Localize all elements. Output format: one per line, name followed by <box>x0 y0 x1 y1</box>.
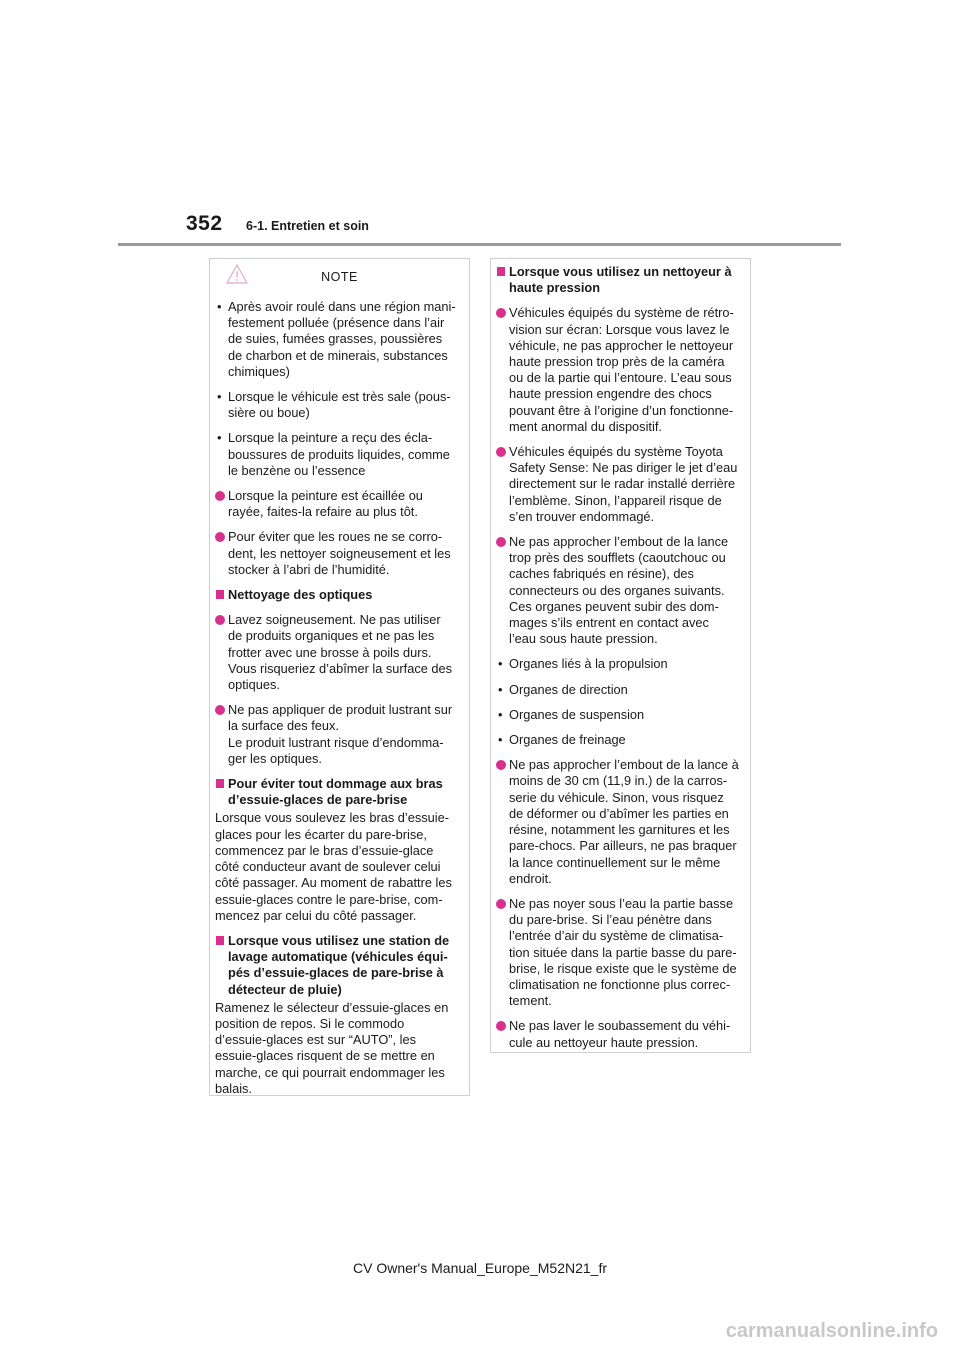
bullet-square-icon <box>216 936 224 945</box>
list-item <box>496 305 740 435</box>
item-text: Ne pas approcher l’embout de la lance trop près des soufflets (caoutchouc ou caches fabriqués en résine), des connecteurs ou des organes suivants. Ces organes peuvent subir des dom- mages s’ils entrent en contact avec l’eau sous haute pression. <box>509 534 729 647</box>
subheading <box>496 264 740 296</box>
list-item <box>215 488 459 520</box>
subheading <box>215 933 459 998</box>
item-text: Ne pas noyer sous l’eau la partie basse du pare-brise. Si l’eau pénètre dans l’entrée d’air du système de climatisa- tion située dans la partie basse du pare- brise, le risque existe que le système de climatisation ne fonctionne plus correc- tement. <box>509 895 737 1009</box>
item-text: Lorsque vous utilisez un nettoyeur à haute pression <box>509 264 732 296</box>
bullet-circle-icon <box>496 537 506 547</box>
note-label: NOTE <box>321 270 358 284</box>
item-text: Pour éviter que les roues ne se corro- dent, les nettoyer soigneusement et les stocker à l’abri de l’humidité. <box>228 529 451 577</box>
list-item <box>215 299 459 380</box>
item-text: Véhicules équipés du système Toyota Safety Sense: Ne pas diriger le jet d’eau directement sur le radar installé derrière l’emblème. Sinon, l’appareil risque de s’en trouver endommagé. <box>509 444 738 524</box>
item-text: Organes liés à la propulsion <box>509 656 668 672</box>
item-text: Ne pas approcher l’embout de la lance à moins de 30 cm (11,9 in.) de la carros- serie du véhicule. Sinon, vous risquez de déformer ou d’abîmer les parties en résine, notamment les garnitures et les pare-chocs. Par ailleurs, ne pas braquer la lance continuellement sur le même endroit. <box>509 757 739 886</box>
item-text: Lorsque la peinture est écaillée ou rayée, faites-la refaire au plus tôt. <box>228 488 423 520</box>
list-item <box>496 534 740 647</box>
bullet-square-icon <box>216 590 224 599</box>
watermark: carmanualsonline.info <box>725 1320 938 1342</box>
item-text: Ne pas laver le soubassement du véhi- cule au nettoyeur haute pression. <box>509 1018 731 1050</box>
bullet-dot-icon: • <box>498 706 503 722</box>
note-header <box>210 264 469 288</box>
subheading <box>215 587 459 603</box>
bullet-dot-icon: • <box>217 430 222 446</box>
item-text: Organes de direction <box>509 681 628 697</box>
bullet-circle-icon <box>496 447 506 457</box>
high-pressure-content <box>496 264 740 1051</box>
list-item <box>496 682 740 698</box>
item-text: Lorsque la peinture a reçu des écla- boussures de produits liquides, comme le benzène ou l’essence <box>228 430 450 478</box>
item-text: Véhicules équipés du système de rétro- vision sur écran: Lorsque vous lavez le véhicule, ne pas approcher le nettoyeur haute pression trop près de la caméra ou de la partie qui l’entoure. L’eau sous haute pression engendre des chocs pouvant être à l’origine d’un fonctionne- ment anormal du dispositif. <box>509 305 734 434</box>
list-item <box>215 389 459 421</box>
list-item <box>496 444 740 525</box>
list-item <box>496 656 740 672</box>
list-item <box>215 430 459 479</box>
bullet-square-icon <box>497 267 505 276</box>
list-item <box>496 1018 740 1050</box>
bullet-dot-icon: • <box>217 389 222 405</box>
item-text: Pour éviter tout dommage aux bras d’essuie-glaces de pare-brise <box>228 776 443 808</box>
footer-manual-id: CV Owner's Manual_Europe_M52N21_fr <box>352 1260 608 1276</box>
list-item <box>496 732 740 748</box>
list-item <box>215 612 459 693</box>
item-text: Ne pas appliquer de produit lustrant sur la surface des feux. Le produit lustrant risque d’endomma- ger les optiques. <box>228 702 453 766</box>
item-text: Lorsque vous utilisez une station de lavage automatique (véhicules équi- pés d’essuie-glaces de pare-brise à détecteur de pluie) <box>228 932 450 997</box>
paragraph: Lorsque vous soulevez les bras d’essuie- glaces pour les écarter du pare-brise, commencez par le bras d’essuie-glace côté conducteur avant de soulever celui côté passager. Au moment de rabattre les essuie-glaces contre le pare-brise, com- mencez par celui du côté passager. <box>215 810 452 923</box>
item-text: Organes de suspension <box>509 706 645 722</box>
page-number: 352 <box>186 212 223 235</box>
bullet-dot-icon: • <box>498 681 503 697</box>
list-item <box>496 896 740 1009</box>
list-item <box>215 529 459 578</box>
list-item <box>215 702 459 767</box>
bullet-circle-icon <box>215 491 225 501</box>
section-title: 6-1. Entretien et soin <box>246 219 369 233</box>
list-item <box>496 757 740 887</box>
note-content <box>215 299 459 1097</box>
item-text: Lavez soigneusement. Ne pas utiliser de produits organiques et ne pas les frotter avec une brosse à poils durs. Vous risqueriez d’abîmer la surface des optiques. <box>228 612 453 693</box>
bullet-dot-icon: • <box>498 656 503 672</box>
paragraph: Ramenez le sélecteur d’essuie-glaces en position de repos. Si le commodo d’essuie-glaces est sur “AUTO”, les essuie-glaces risquent de se mettre en marche, ce qui pourrait endommager les balais. <box>215 999 449 1096</box>
list-item <box>496 707 740 723</box>
item-text: Lorsque le véhicule est très sale (pous- sière ou boue) <box>228 389 451 421</box>
bullet-square-icon <box>216 779 224 788</box>
subheading <box>215 776 459 808</box>
item-text: Nettoyage des optiques <box>228 587 373 603</box>
bullet-dot-icon: • <box>217 299 222 314</box>
header-divider <box>118 243 841 246</box>
bullet-dot-icon: • <box>498 732 503 748</box>
item-text: Organes de freinage <box>509 732 626 748</box>
note-box <box>209 258 470 1096</box>
bullet-circle-icon <box>496 899 506 909</box>
item-text: Après avoir roulé dans une région mani- festement polluée (présence dans l’air de suies, fumées grasses, poussières de charbon et de minerais, substances chimiques) <box>228 299 456 379</box>
high-pressure-box <box>490 258 751 1053</box>
